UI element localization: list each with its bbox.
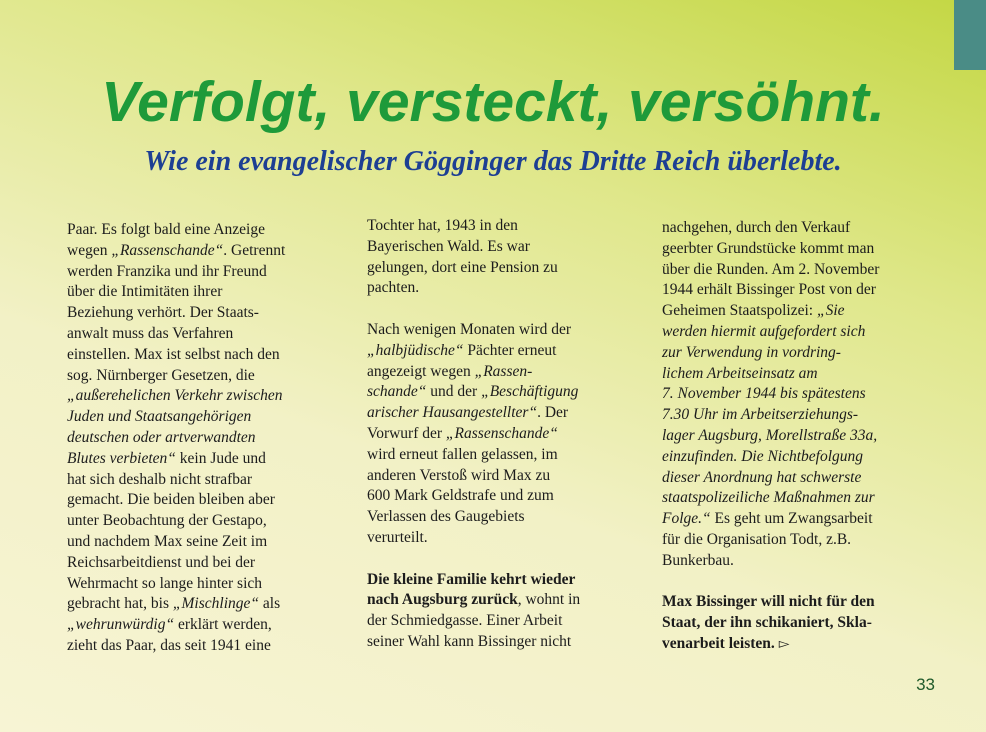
corner-tab [954,0,986,70]
text-line: hat sich deshalb nicht strafbar [67,470,253,488]
text-line: zur Verwendung in vordring- [662,343,841,361]
text-line: pachten. [367,279,420,297]
text-line: der Schmiedgasse. Einer Arbeit [367,612,563,630]
text-line: seiner Wahl kann Bissinger nicht [367,632,572,650]
paragraph-gap [662,572,924,593]
text-line: Reichsarbeitdienst und bei der [67,553,256,571]
text-line: dieser Anordnung hat schwerste [662,468,862,486]
text-line: und nachdem Max seine Zeit im [67,532,268,550]
text-line: Bayerischen Wald. Es war [367,237,530,255]
page-subtitle: Wie ein evangelischer Gögginger das Dritte Reich überlebte. [144,146,842,177]
text-line: Folge.“ Es geht um Zwangsarbeit [662,510,873,528]
text-line: wegen „Rassenschande“. Getrennt [67,241,286,259]
text-line: 600 Mark Geldstrafe und zum [367,487,554,505]
text-line: Juden und Staatsangehörigen [67,408,252,426]
text-line: angezeigt wegen „Rassen- [367,362,533,380]
text-line: staatspolizeiliche Maßnahmen zur [662,489,875,507]
page-title: Verfolgt, versteckt, versöhnt. [101,70,885,134]
text-line: werden Franzika und ihr Freund [67,262,267,280]
text-line: einzufinden. Die Nichtbefolgung [662,447,864,465]
text-line: für die Organisation Todt, z.B. [662,530,852,548]
text-line: sog. Nürnberger Gesetzen, die [67,366,255,384]
text-column-1 [67,220,329,657]
continue-arrow-icon: ▻ [778,636,790,652]
text-line: Paar. Es folgt bald eine Anzeige [67,221,265,238]
text-line: unter Beobachtung der Gestapo, [67,512,267,530]
text-line: Max Bissinger will nicht für den [662,593,875,611]
page-number: 33 [916,675,935,694]
text-line: 7. November 1944 bis spätestens [662,385,866,403]
text-line: „halbjüdische“ Pächter erneut [367,341,557,359]
text-line: anderen Verstoß wird Max zu [367,466,551,484]
text-line: zieht das Paar, das seit 1941 eine [67,636,271,654]
text-line: deutschen oder artverwandten [67,428,256,446]
text-line: anwalt muss das Verfahren [67,324,234,342]
text-column-3 [662,218,924,656]
text-line: über die Intimitäten ihrer [67,283,223,301]
text-line: Geheimen Staatspolizei: „Sie [662,302,845,320]
paragraph-gap [367,299,629,320]
text-line: Die kleine Familie kehrt wieder [367,570,576,588]
text-line: „wehrunwürdig“ erklärt werden, [67,616,272,634]
text-line: nach Augsburg zurück, wohnt in [367,591,581,609]
text-line: wird erneut fallen gelassen, im [367,445,558,463]
text-line: einstellen. Max ist selbst nach den [67,345,280,363]
text-line: Verlassen des Gaugebiets [367,508,525,526]
text-line: Blutes verbieten“ kein Jude und [67,449,266,467]
text-line: Vorwurf der „Rassenschande“ [367,424,558,442]
text-line: Wehrmacht so lange hinter sich [67,574,263,592]
text-line: nachgehen, durch den Verkauf [662,219,851,236]
text-column-2 [367,216,629,653]
text-line: Beziehung verhört. Der Staats- [67,304,259,322]
text-line: Bunkerbau. [662,551,734,569]
text-line: 1944 erhält Bissinger Post von der [662,281,876,299]
paragraph-gap [367,549,629,570]
text-line: gemacht. Die beiden bleiben aber [67,491,275,509]
text-line: werden hiermit aufgefordert sich [662,322,866,340]
text-line: gebracht hat, bis „Mischlinge“ als [67,595,281,613]
text-line: Tochter hat, 1943 in den [367,217,518,234]
text-line: über die Runden. Am 2. November [662,260,880,278]
text-line: schande“ und der „Beschäftigung [367,383,579,401]
text-line: lichem Arbeitseinsatz am [662,364,818,382]
text-line: „außerehelichen Verkehr zwischen [67,387,283,405]
text-line: gelungen, dort eine Pension zu [367,258,558,276]
text-line: geerbter Grundstücke kommt man [662,239,875,257]
text-line: venarbeit leisten. ▻ [662,634,924,656]
text-line: lager Augsburg, Morellstraße 33a, [662,426,878,444]
text-line: Staat, der ihn schikaniert, Skla- [662,614,872,632]
text-line: Nach wenigen Monaten wird der [367,320,572,338]
text-line: 7.30 Uhr im Arbeitserziehungs- [662,406,859,424]
text-line: verurteilt. [367,528,428,546]
text-line: arischer Hausangestellter“. Der [367,404,569,422]
